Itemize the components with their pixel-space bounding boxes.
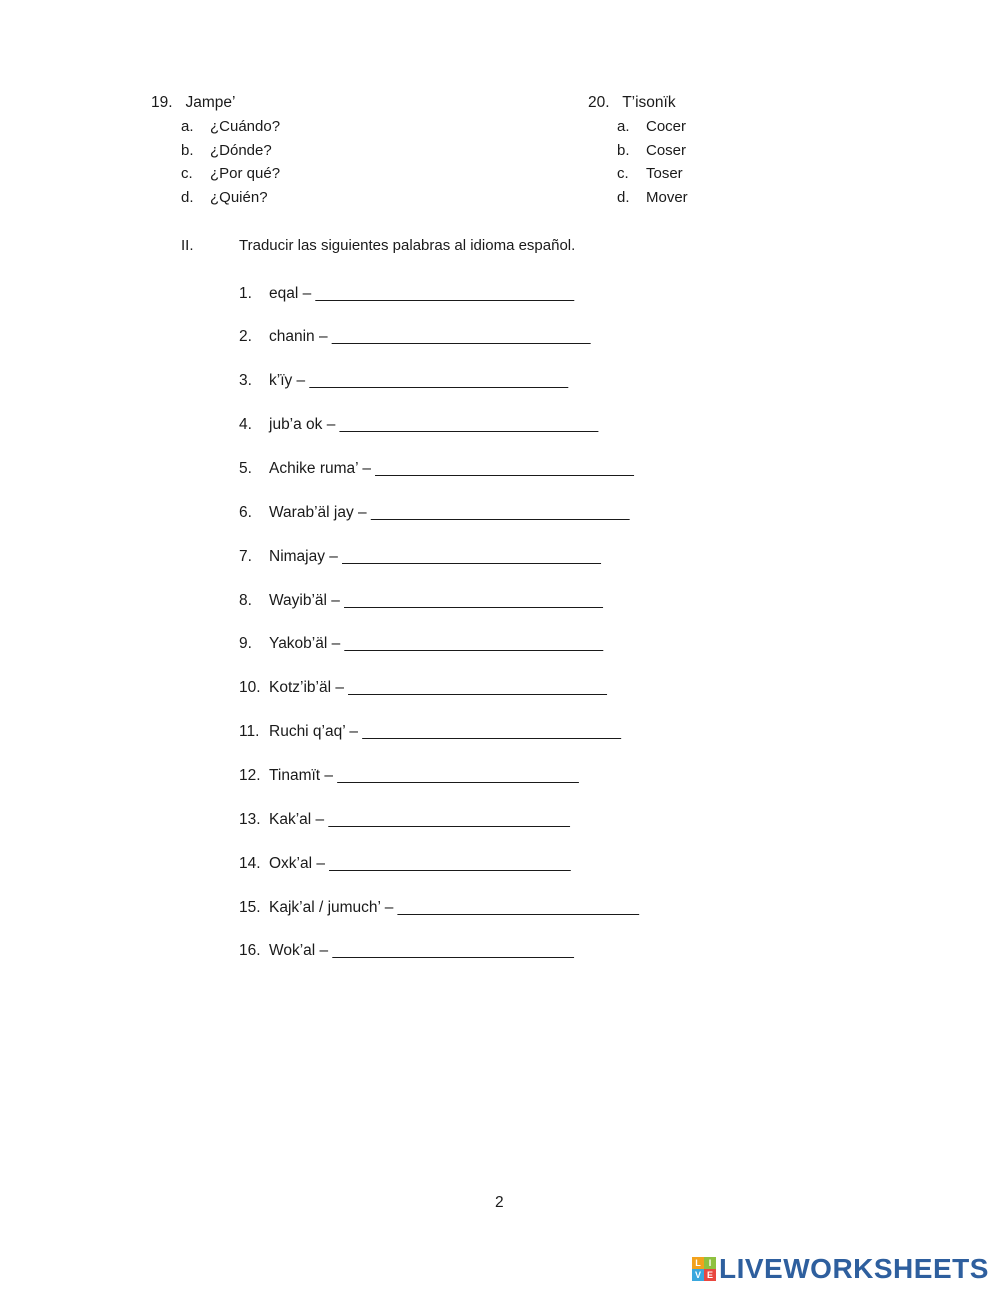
question-20-option-a[interactable]: a. Cocer: [617, 118, 687, 135]
vocab-item[interactable]: 5. Achike ruma’ – ______________________________: [239, 460, 634, 477]
question-19-option-d[interactable]: d. ¿Quién?: [181, 189, 268, 206]
question-text: T’isonïk: [622, 94, 676, 111]
question-20-option-c[interactable]: c. Toser: [617, 165, 683, 182]
question-19-option-b[interactable]: b. ¿Dónde?: [181, 142, 272, 159]
vocab-item[interactable]: 16. Wok’al – ____________________________: [239, 942, 574, 959]
question-20-option-d[interactable]: d. Mover: [617, 189, 688, 206]
vocab-item[interactable]: 12. Tinamït – ____________________________: [239, 767, 579, 784]
vocab-item[interactable]: 7. Nimajay – ______________________________: [239, 548, 601, 565]
section-instruction: Traducir las siguientes palabras al idioma español.: [239, 237, 576, 254]
vocab-item[interactable]: 10. Kotz’ib’äl – ______________________________: [239, 679, 607, 696]
question-20-option-b[interactable]: b. Coser: [617, 142, 687, 159]
vocab-item[interactable]: 11. Ruchi q’aq’ – ______________________________: [239, 723, 621, 740]
liveworksheets-logo: [692, 1252, 989, 1286]
vocab-item[interactable]: 9. Yakob’äl – ______________________________: [239, 635, 604, 652]
vocab-item[interactable]: 14. Oxk’al – ____________________________: [239, 855, 571, 872]
vocab-item[interactable]: 6. Warab’äl jay – ______________________________: [239, 504, 630, 521]
logo-mark-icon: L I V E: [692, 1257, 716, 1281]
vocab-item[interactable]: 8. Wayib’äl – ______________________________: [239, 592, 603, 609]
question-19-option-c[interactable]: c. ¿Por qué?: [181, 165, 281, 182]
question-number: 20.: [588, 94, 610, 111]
vocab-item[interactable]: 2. chanin – ______________________________: [239, 328, 591, 345]
vocab-item[interactable]: 1. eqal – ______________________________: [239, 285, 575, 302]
question-20-title: [588, 94, 676, 112]
question-number: 19.: [151, 94, 173, 111]
vocab-item[interactable]: 4. jub’a ok – ______________________________: [239, 416, 599, 433]
vocab-item[interactable]: 3. k’ïy – ______________________________: [239, 372, 569, 389]
logo-text: LIVEWORKSHEETS: [719, 1253, 989, 1284]
question-text: Jampe’: [185, 94, 236, 111]
question-19-title: [151, 94, 235, 112]
question-19-option-a[interactable]: a. ¿Cuándo?: [181, 118, 281, 135]
section-numeral: II.: [181, 237, 194, 254]
vocab-item[interactable]: 13. Kak’al – ____________________________: [239, 811, 570, 828]
vocab-item[interactable]: 15. Kajk’al / jumuch’ – ____________________________: [239, 899, 640, 916]
page-number: 2: [495, 1194, 504, 1211]
